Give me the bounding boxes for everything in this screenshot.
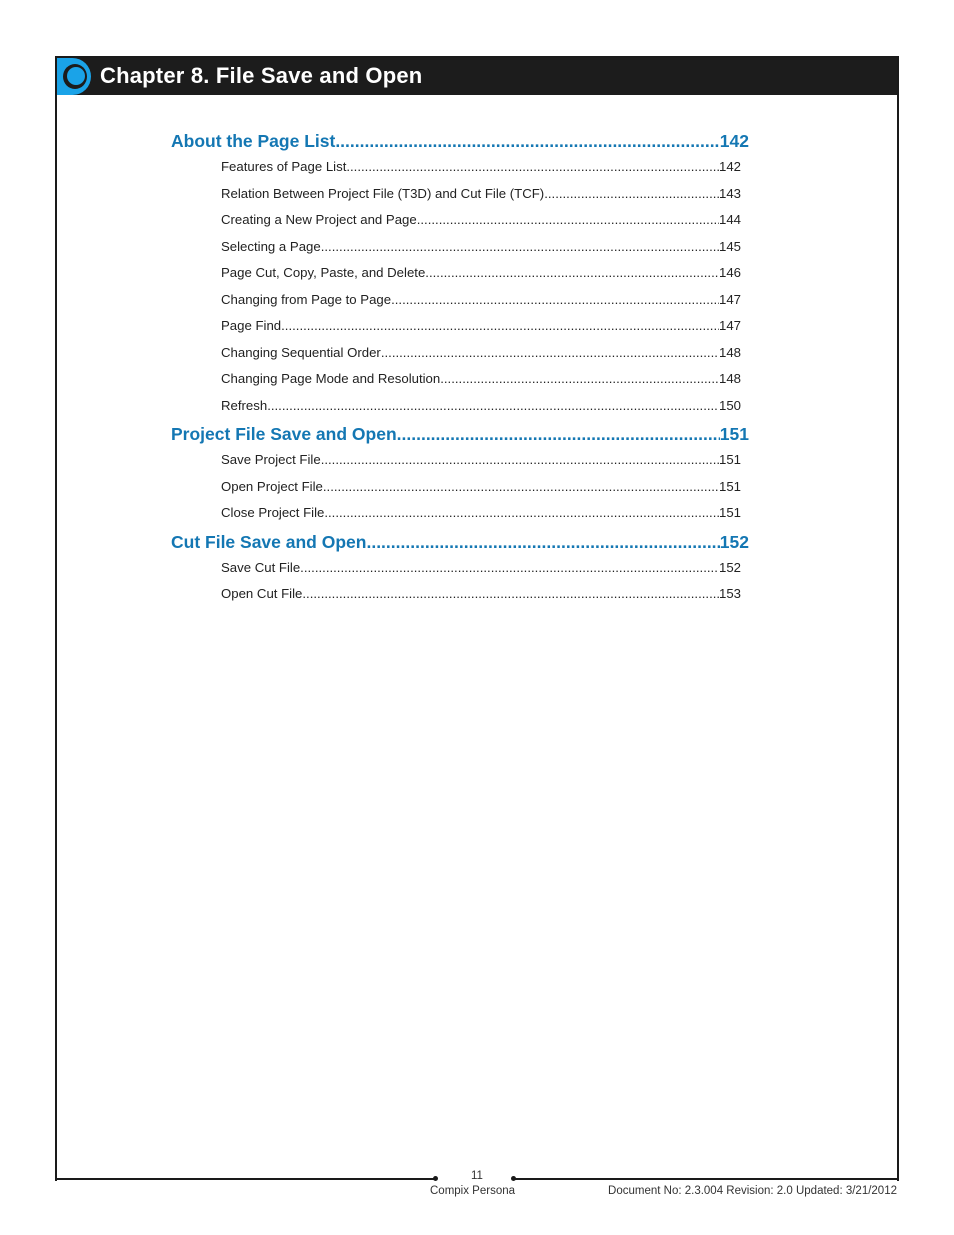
toc-entry-page: 151 (718, 505, 741, 520)
toc-leader-dots (300, 555, 719, 582)
toc-entry-title: Changing from Page to Page (221, 291, 392, 307)
toc-leader-dots (302, 581, 719, 608)
toc-entry-page: 144 (718, 212, 741, 227)
footer-bullet-left (433, 1176, 438, 1181)
toc-entry-link[interactable] (221, 366, 741, 393)
toc-entry-page: 153 (718, 586, 741, 601)
toc-entry-link[interactable] (221, 154, 741, 181)
toc-section (171, 128, 749, 419)
toc-entry-title: Save Project File (221, 452, 321, 467)
toc-leader-dots (267, 393, 719, 420)
toc-section-title: Project File Save and Open (171, 424, 397, 444)
toc-entry-page: 151 (718, 452, 741, 467)
toc-entry-title: Close Project File (221, 505, 325, 520)
product-name: Compix Persona (430, 1185, 516, 1197)
toc-section-page: 151 (719, 424, 749, 444)
toc-entry-page: 145 (718, 238, 741, 254)
toc-leader-dots (335, 128, 719, 154)
toc-section-title: Cut File Save and Open (171, 531, 367, 552)
toc-leader-dots (417, 207, 719, 234)
toc-leader-dots (366, 529, 719, 555)
document-info: Document No: 2.3.004 Revision: 2.0 Updated: 3/21/2012 (608, 1185, 897, 1197)
toc-leader-dots (321, 447, 719, 474)
toc-entry-link[interactable] (221, 207, 741, 234)
toc-entry-page: 150 (718, 397, 741, 413)
toc-entry-link[interactable] (221, 474, 741, 501)
toc-entry-page: 152 (718, 559, 741, 575)
toc-section-link[interactable] (171, 529, 749, 555)
toc-entry-link[interactable] (221, 393, 741, 420)
chapter-bullet-icon (67, 67, 85, 85)
toc-section-page: 142 (719, 131, 749, 151)
chapter-title: Chapter 8. File Save and Open (100, 63, 423, 88)
toc-entry-title: Save Cut File (221, 559, 301, 575)
footer-bullet-right (511, 1176, 516, 1181)
toc-leader-dots (425, 260, 719, 287)
toc-leader-dots (397, 421, 720, 447)
toc-entry-title: Page Find (221, 318, 282, 333)
table-of-contents (171, 128, 749, 610)
toc-entry-title: Features of Page List (221, 159, 347, 174)
toc-leader-dots (324, 500, 719, 527)
toc-leader-dots (346, 154, 719, 181)
toc-section-link[interactable] (171, 421, 749, 447)
toc-entry-link[interactable] (221, 287, 741, 314)
toc-entry-page: 146 (718, 265, 741, 280)
toc-entry-title: Creating a New Project and Page (221, 212, 417, 227)
toc-entry-page: 142 (718, 159, 741, 174)
toc-entry-link[interactable] (221, 500, 741, 527)
toc-section-link[interactable] (171, 128, 749, 154)
toc-entry-link[interactable] (221, 313, 741, 340)
toc-leader-dots (381, 340, 719, 367)
toc-entry-link[interactable] (221, 234, 741, 261)
toc-section-page: 152 (719, 531, 749, 552)
toc-entry-link[interactable] (221, 260, 741, 287)
toc-leader-dots (323, 474, 719, 501)
footer-rule-right (513, 1178, 899, 1180)
toc-section-title: About the Page List (171, 131, 336, 151)
toc-entry-title: Selecting a Page (221, 238, 321, 254)
toc-leader-dots (544, 181, 719, 208)
toc-entry-page: 148 (718, 344, 741, 360)
toc-entry-link[interactable] (221, 340, 741, 367)
footer-rule-left (55, 1178, 436, 1180)
page-number: 11 (471, 1170, 483, 1182)
toc-section (171, 529, 749, 608)
toc-entry-title: Open Cut File (221, 586, 303, 601)
toc-entry-title: Changing Sequential Order (221, 344, 381, 360)
toc-entry-title: Open Project File (221, 478, 323, 494)
toc-leader-dots (321, 234, 719, 261)
toc-leader-dots (281, 313, 719, 340)
toc-entry-link[interactable] (221, 181, 741, 208)
toc-leader-dots (391, 287, 719, 314)
toc-entry-link[interactable] (221, 447, 741, 474)
toc-entry-title: Changing Page Mode and Resolution (221, 371, 441, 386)
toc-entry-link[interactable] (221, 581, 741, 608)
toc-entry-page: 147 (718, 318, 741, 333)
toc-section (171, 421, 749, 527)
toc-entry-page: 151 (718, 478, 741, 494)
toc-entry-title: Page Cut, Copy, Paste, and Delete (221, 265, 426, 280)
toc-entry-page: 148 (718, 371, 741, 386)
toc-entry-page: 147 (718, 291, 741, 307)
toc-entry-title: Refresh (221, 397, 268, 413)
toc-leader-dots (440, 366, 719, 393)
toc-entry-link[interactable] (221, 555, 741, 582)
toc-entry-title: Relation Between Project File (T3D) and Cut File (TCF) (221, 185, 545, 201)
toc-entry-page: 143 (718, 185, 741, 201)
